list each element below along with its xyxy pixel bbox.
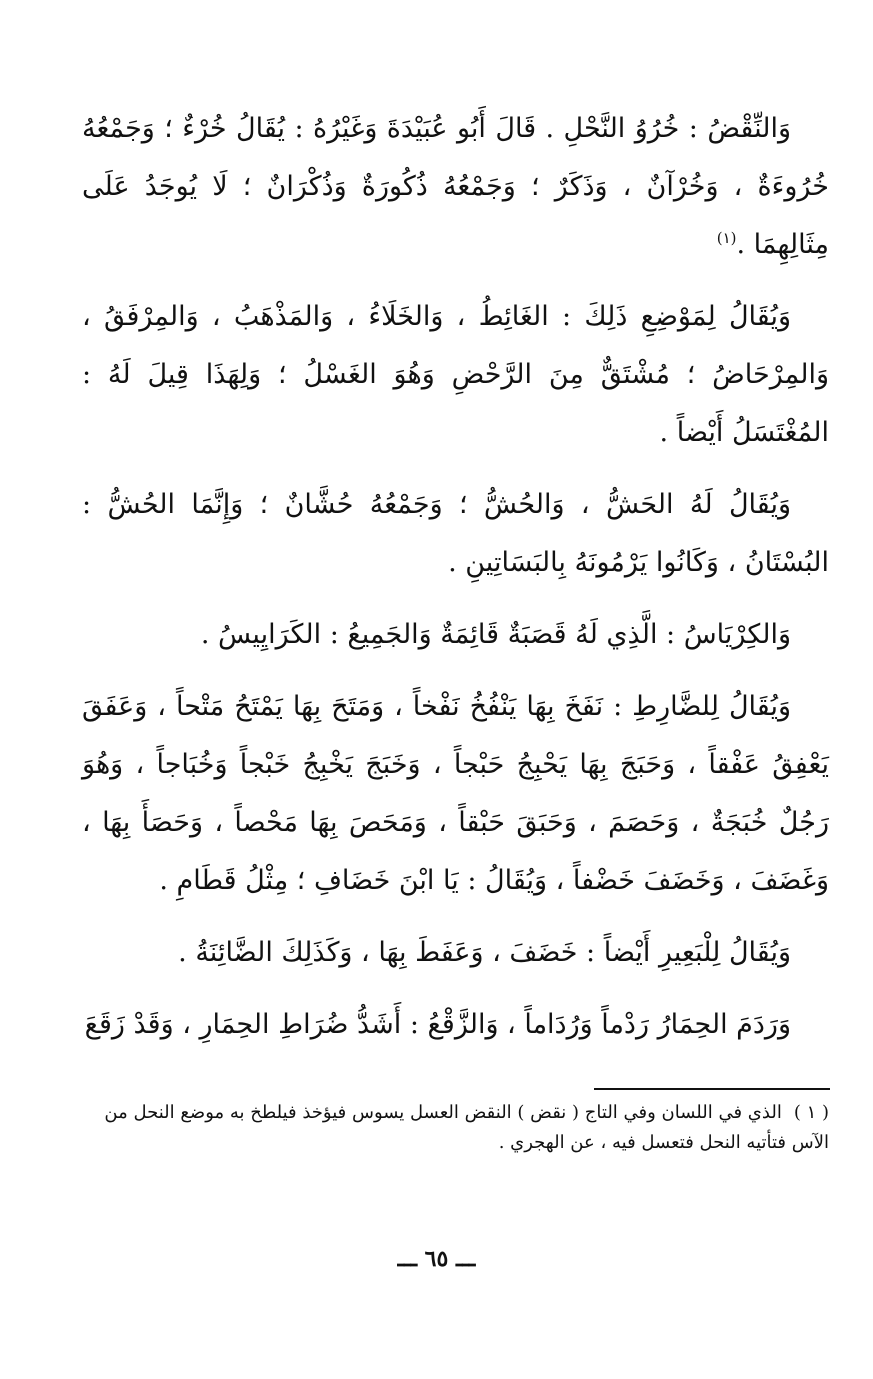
paragraph-2: وَيُقَالُ لِمَوْضِعِ ذَلِكَ : الغَائِطُ ، وَالخَلَاءُ ، وَالمَذْهَبُ ، وَالمِرْفَقُ ، وَالمِرْحَاضُ ؛ مُشْتَقٌّ مِنَ الرَّحْضِ وَهُوَ الغَسْلُ ؛ وَلِهَذَا قِيلَ لَهُ : المُغْتَسَلُ أَيْضاً . [82,301,829,448]
paragraph-1-text: وَالنِّقْضُ : خُرُوُ النَّحْلِ . قَالَ أَبُو عُبَيْدَةَ وَغَيْرُهُ : يُقَالُ خُرْءٌ ؛ وَجَمْعُهُ خُرُوءَةٌ ، وَخُرْآنٌ ، وَذَكَرٌ ؛ وَجَمْعُهُ ذُكُورَةٌ وَذُكْرَانٌ ؛ لَا يُوجَدُ عَلَى مِثَالِهِمَا . [82,113,829,260]
paragraph-4: وَالكِرْيَاسُ : الَّذِي لَهُ قَصَبَةٌ قَائِمَةٌ وَالجَمِيعُ : الكَرَايِيسُ . [200,619,791,650]
main-text [82,100,829,1068]
paragraph-3: وَيُقَالُ لَهُ الحَشُّ ، وَالحُشُّ ؛ وَجَمْعُهُ حُشَّانٌ ؛ وَإِنَّمَا الحُشُّ : البُسْتَانُ ، وَكَانُوا يَرْمُونَهُ بِالبَسَاتِينِ . [82,489,829,578]
paragraph-6: وَيُقَالُ لِلْبَعِيرِ أَيْضاً : خَضَفَ ، وَعَفَطَ بِهَا ، وَكَذَلِكَ الضَّائِنَةُ . [178,937,791,968]
page-number: ـــ ٦٥ ـــ [397,1246,476,1272]
paragraph-1 [82,100,829,274]
footnotes [82,1098,829,1158]
footnote-divider [594,1088,830,1090]
paragraph-5: وَيُقَالُ لِلضَّارِطِ : نَفَخَ بِهَا يَنْفُخُ نَفْخاً ، وَمَتَحَ بِهَا يَمْتَحُ مَتْحاً ، وَعَفَقَ يَعْفِقُ عَفْقاً ، وَحَبَجَ بِهَا يَحْبِجُ حَبْجاً ، وَخَبَجَ يَخْبِجُ خَبْجاً وَخُبَاجاً ، وَهُوَ رَجُلٌ خُبَجَةٌ ، وَحَصَمَ ، وَحَبَقَ حَبْقاً ، وَمَحَصَ بِهَا مَحْصاً ، وَحَصَأَ بِهَا ، وَغَضَفَ ، وَخَضَفَ خَضْفاً ، وَيُقَالُ : يَا ابْنَ خَضَافِ ؛ مِثْلُ قَطَامِ . [82,691,829,896]
footnote-item [82,1098,829,1158]
paragraph-7: وَرَدَمَ الحِمَارُ رَدْماً وَرُدَاماً ، وَالزَّقْعُ : أَشَدُّ ضُرَاطِ الحِمَارِ ، وَقَدْ زَقَعَ [84,1009,791,1040]
footnote-marker: (١) [716,229,737,247]
footnote-number: ( ١ ) [793,1102,829,1123]
footnote-text: الذي في اللسان وفي التاج ( نقض ) النقض العسل يسوس فيؤخذ فيلطخ به موضع النحل من الآس فتأتيه النحل فتعسل فيه ، عن الهجري . [104,1102,829,1153]
